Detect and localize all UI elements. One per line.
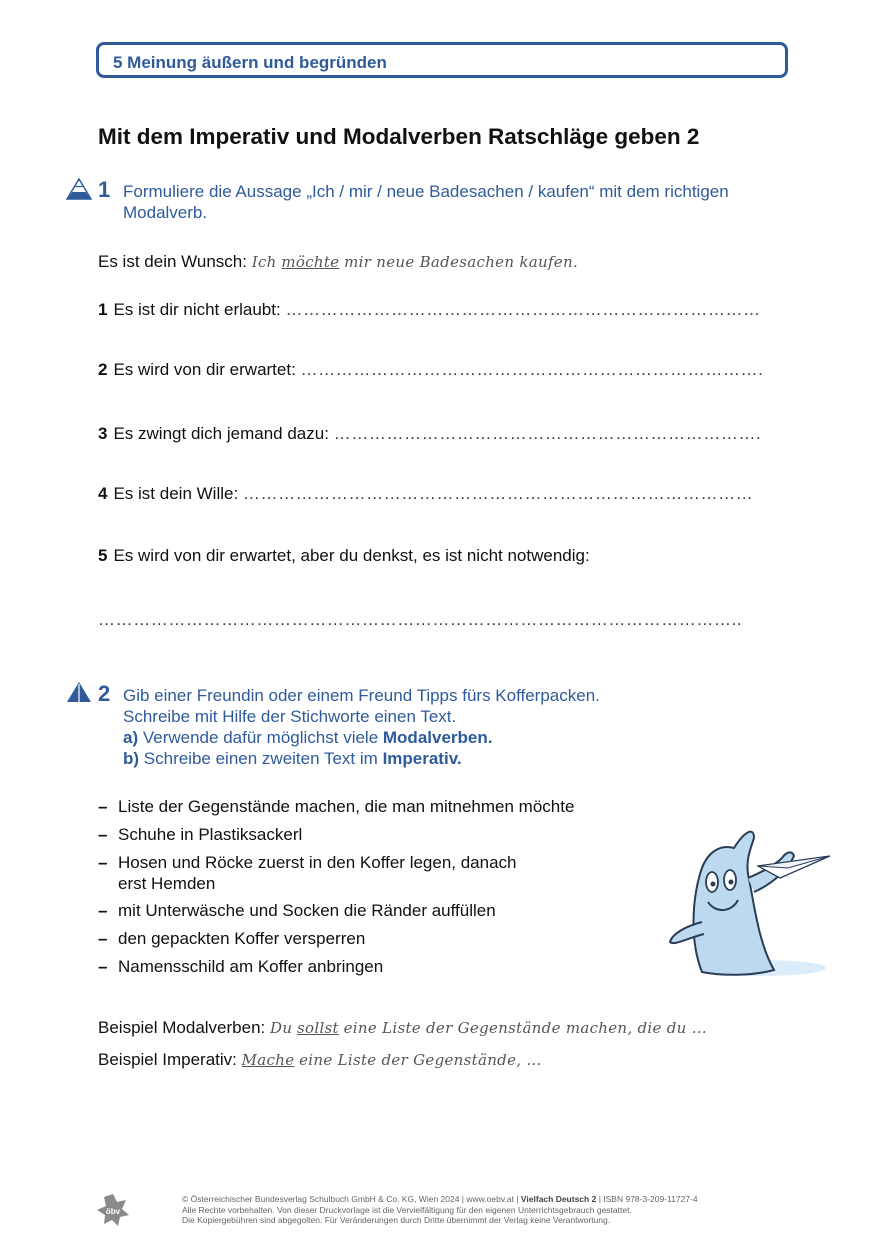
part-a-bold: Modalverben. xyxy=(382,728,493,747)
task-1-item-3 xyxy=(98,424,761,444)
publisher-logo xyxy=(96,1192,130,1228)
item-label: Es ist dein Wille: xyxy=(113,484,239,503)
example-modal-label: Beispiel Modalverben: xyxy=(98,1018,266,1037)
bullet-dash: – xyxy=(98,825,108,844)
list-item-text: Schuhe in Plastiksackerl xyxy=(118,825,303,844)
mascot-illustration xyxy=(662,822,838,980)
bullet-dash: – xyxy=(98,901,108,920)
item-number: 4 xyxy=(98,484,108,503)
task-1-item-2 xyxy=(98,360,763,380)
difficulty-level-2-icon xyxy=(66,681,92,703)
task-2-instruction xyxy=(123,685,763,769)
list-item-text: Hosen und Röcke zuerst in den Koffer legen, danach erst Hemden xyxy=(118,853,517,893)
bullet-dash: – xyxy=(98,853,108,872)
example-imp-verb: Mache xyxy=(241,1051,295,1069)
footer-line2: Alle Rechte vorbehalten. Von dieser Druckvorlage ist die Vervielfältigung für den eigenen Unterrichtsgebrauch gestattet. xyxy=(182,1204,632,1215)
item-number: 5 xyxy=(98,546,108,565)
task-1-item-4 xyxy=(98,484,753,504)
task-1-item-1 xyxy=(98,300,761,320)
difficulty-level-1-icon xyxy=(66,178,92,200)
part-a-text: Verwende dafür möglichst viele xyxy=(142,728,379,747)
publisher-logo-text: öbv xyxy=(105,1207,121,1216)
example-modal-pre: Du xyxy=(270,1019,293,1037)
answer-line[interactable]: ………………………………………………………………. xyxy=(333,424,762,443)
task-1-item-5-answer-line[interactable]: ……………………………………………………………………………………………….. xyxy=(98,610,743,629)
footer-book-title: Vielfach Deutsch 2 xyxy=(520,1194,597,1204)
answer-line[interactable]: ……………………………………………………………………. xyxy=(300,360,764,379)
task-1-number: 1 xyxy=(98,177,111,202)
chapter-header-box xyxy=(96,42,788,78)
example-answer-post: mir neue Badesachen kaufen. xyxy=(344,253,579,271)
footer-line1-pre: © Österreichischer Bundesverlag Schulbuch GmbH & Co. KG, Wien 2024 | www.oebv.at | xyxy=(182,1194,519,1204)
list-item-text: Liste der Gegenstände machen, die man mitnehmen möchte xyxy=(118,797,575,816)
example-imp-label: Beispiel Imperativ: xyxy=(98,1050,237,1069)
part-a-label: a) xyxy=(123,728,139,747)
example-imp-post: eine Liste der Gegenstände, … xyxy=(299,1051,542,1069)
part-b-label: b) xyxy=(123,749,140,768)
item-number: 3 xyxy=(98,424,108,443)
example-answer-modal: möchte xyxy=(281,253,340,271)
task-2-part-b xyxy=(123,748,763,769)
task-2-part-a xyxy=(123,727,763,748)
task-2-line2: Schreibe mit Hilfe der Stichworte einen Text. xyxy=(123,707,457,726)
footer-isbn: | ISBN 978-3-209-11727-4 xyxy=(598,1194,698,1204)
bullet-dash: – xyxy=(98,957,108,976)
bullet-dash: – xyxy=(98,797,108,816)
task-1-instruction xyxy=(123,181,783,223)
item-label: Es ist dir nicht erlaubt: xyxy=(113,300,281,319)
item-label: Es zwingt dich jemand dazu: xyxy=(113,424,329,443)
footer-line1 xyxy=(182,1194,698,1205)
list-item-text: den gepackten Koffer versperren xyxy=(118,929,366,948)
footer-line3: Die Kopiergebühren sind abgegolten. Für Veränderungen durch Dritte übernimmt der Verlag keine Verantwortung. xyxy=(182,1215,611,1225)
item-label: Es wird von dir erwartet, aber du denkst, es ist nicht notwendig: xyxy=(113,546,590,565)
answer-line[interactable]: …………………………………………………………………………… xyxy=(242,484,754,503)
example-answer-pre: Ich xyxy=(251,253,277,271)
chapter-title: 5 Meinung äußern und begründen xyxy=(113,53,387,72)
task-1-item-5 xyxy=(98,546,590,566)
item-number: 2 xyxy=(98,360,108,379)
footer-copyright xyxy=(182,1194,698,1226)
part-b-text: Schreibe einen zweiten Text im xyxy=(143,749,378,768)
answer-line[interactable]: ……………………………………………………………………… xyxy=(285,300,761,319)
task-2-line1: Gib einer Freundin oder einem Freund Tipps fürs Kofferpacken. xyxy=(123,686,600,705)
item-number: 1 xyxy=(98,300,108,319)
bullet-dash: – xyxy=(98,929,108,948)
task-2-number: 2 xyxy=(98,681,111,706)
example-modal-verbs xyxy=(98,1018,707,1038)
example-modal-verb: sollst xyxy=(297,1019,339,1037)
list-item-text: mit Unterwäsche und Socken die Ränder auffüllen xyxy=(118,901,496,920)
item-label: Es wird von dir erwartet: xyxy=(113,360,296,379)
task-1-instruction-line2: Modalverb. xyxy=(123,203,208,222)
page-title: Mit dem Imperativ und Modalverben Ratschläge geben 2 xyxy=(98,124,700,149)
example-imperative xyxy=(98,1050,542,1070)
task-1-example xyxy=(98,252,578,272)
example-modal-post: eine Liste der Gegenstände machen, die du … xyxy=(343,1019,708,1037)
part-b-bold: Imperativ. xyxy=(382,749,462,768)
example-label: Es ist dein Wunsch: xyxy=(98,252,247,271)
task-1-instruction-line1: Formuliere die Aussage „Ich / mir / neue Badesachen / kaufen“ mit dem richtigen xyxy=(123,182,729,201)
list-item-text: Namensschild am Koffer anbringen xyxy=(118,957,384,976)
